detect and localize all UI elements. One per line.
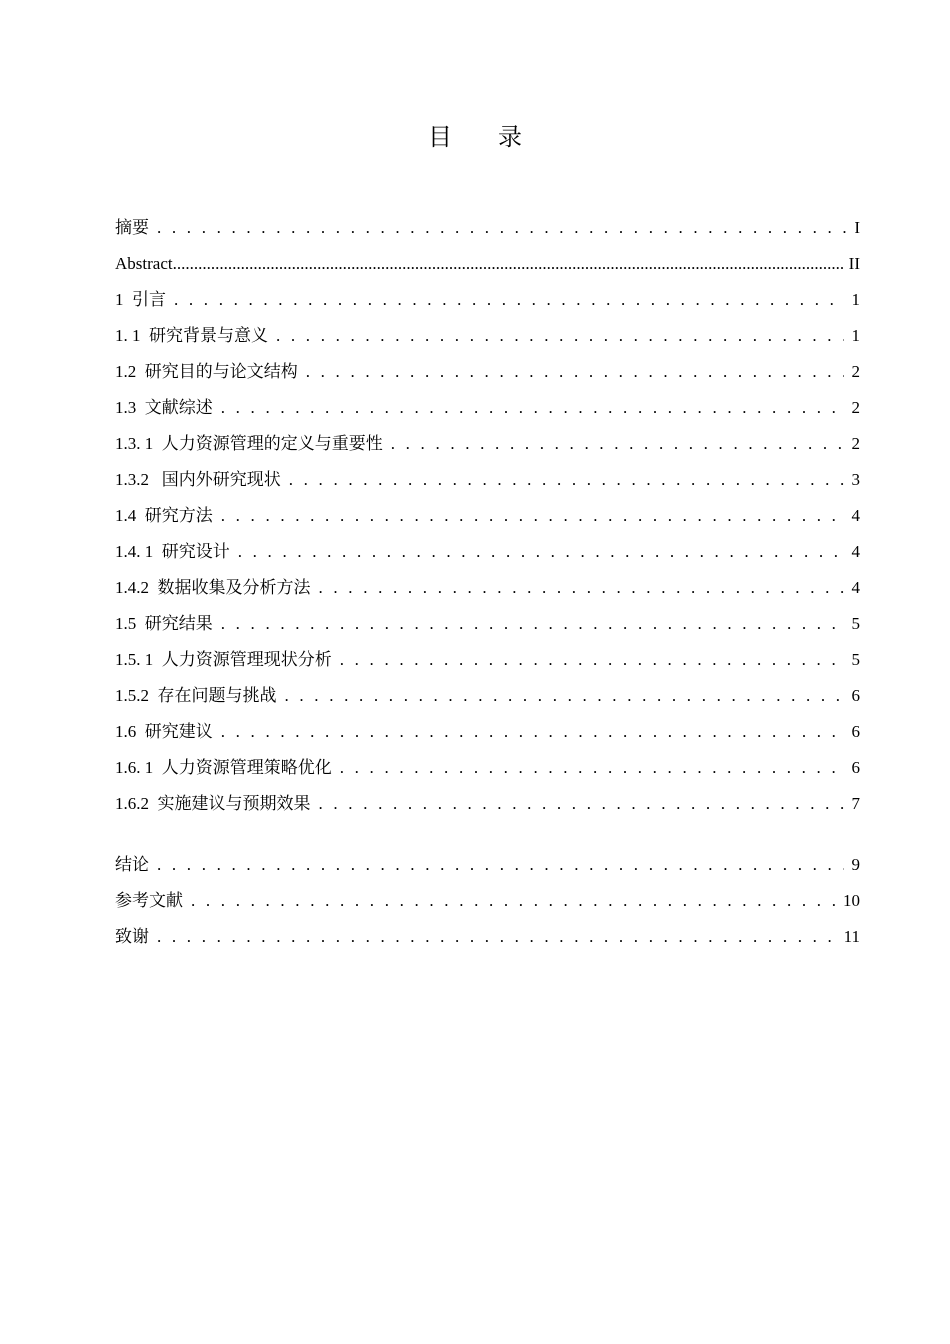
dot-leader: [173, 246, 843, 282]
dot-leader: [221, 390, 844, 426]
toc-entry-label: 1.3. 1 人力资源管理的定义与重要性: [115, 434, 383, 453]
toc-entry-label: 1.3 文献综述: [115, 398, 213, 417]
dot-leader: [221, 714, 844, 750]
toc-entry-page: 6: [851, 758, 860, 777]
dot-leader: [276, 318, 844, 354]
toc-entry-label: 1.6.2 实施建议与预期效果: [115, 794, 311, 813]
toc-entry-label: 参考文献: [115, 891, 183, 910]
dot-leader: [340, 642, 844, 678]
toc-entry-page: 2: [851, 398, 860, 417]
toc-entry-label: 1.5. 1 人力资源管理现状分析: [115, 650, 332, 669]
toc-entry-label: 1.3.2 国内外研究现状: [115, 470, 281, 489]
toc-entry-abstract-en[interactable]: [115, 246, 860, 282]
toc-entry-1-4-1[interactable]: [115, 534, 860, 570]
toc-entry-page: 5: [851, 614, 860, 633]
toc-entry-label: 1.5 研究结果: [115, 614, 213, 633]
dot-leader: [174, 282, 844, 318]
dot-leader: [157, 847, 844, 883]
dot-leader: [221, 606, 844, 642]
dot-leader: [391, 426, 844, 462]
toc-entry-1-5-2[interactable]: [115, 678, 860, 714]
toc-entry-page: 10: [843, 891, 860, 910]
dot-leader: [191, 883, 835, 919]
toc-entry-page: 2: [851, 362, 860, 381]
toc-entry-page: 4: [851, 578, 860, 597]
dot-leader: [289, 462, 844, 498]
section-gap: [115, 822, 860, 847]
toc-entry-page: 4: [851, 542, 860, 561]
toc-entry-page: 6: [851, 722, 860, 741]
dot-leader: [157, 210, 846, 246]
toc-entry-page: 2: [851, 434, 860, 453]
toc-entry-1-4[interactable]: [115, 498, 860, 534]
dot-leader: [319, 570, 844, 606]
toc-entry-label: 1 引言: [115, 290, 166, 309]
toc-entry-label: 1. 1 研究背景与意义: [115, 326, 268, 345]
toc-entry-references[interactable]: [115, 883, 860, 919]
toc-entry-1-2[interactable]: [115, 354, 860, 390]
toc-entry-page: 4: [851, 506, 860, 525]
toc-entry-introduction[interactable]: [115, 282, 860, 318]
toc-entry-1-3[interactable]: [115, 390, 860, 426]
toc-entry-label: 1.6. 1 人力资源管理策略优化: [115, 758, 332, 777]
dot-leader: [221, 498, 844, 534]
toc-entry-label: 1.5.2 存在问题与挑战: [115, 686, 277, 705]
dot-leader: [306, 354, 844, 390]
dot-leader: [157, 919, 836, 955]
dot-leader: [238, 534, 844, 570]
dot-leader: [340, 750, 844, 786]
toc-entry-label: 1.4.2 数据收集及分析方法: [115, 578, 311, 597]
table-of-contents: [115, 210, 860, 955]
toc-entry-page: II: [848, 254, 860, 273]
dot-leader: [285, 678, 844, 714]
toc-entry-page: 7: [851, 794, 860, 813]
toc-entry-label: 1.2 研究目的与论文结构: [115, 362, 298, 381]
toc-entry-page: 11: [843, 927, 860, 946]
toc-entry-page: 6: [851, 686, 860, 705]
toc-entry-1-6-1[interactable]: [115, 750, 860, 786]
toc-entry-label: 摘要: [115, 218, 149, 237]
toc-entry-1-4-2[interactable]: [115, 570, 860, 606]
toc-entry-label: 1.4 研究方法: [115, 506, 213, 525]
toc-entry-1-3-2[interactable]: [115, 462, 860, 498]
toc-entry-1-6-2[interactable]: [115, 786, 860, 822]
toc-entry-abstract-cn[interactable]: [115, 210, 860, 246]
toc-entry-label: Abstract: [115, 254, 173, 273]
toc-entry-1-3-1[interactable]: [115, 426, 860, 462]
toc-entry-page: I: [854, 218, 860, 237]
toc-entry-label: 结论: [115, 855, 149, 874]
toc-entry-conclusion[interactable]: [115, 847, 860, 883]
toc-entry-label: 1.4. 1 研究设计: [115, 542, 230, 561]
toc-entry-label: 致谢: [115, 927, 149, 946]
toc-entry-page: 5: [851, 650, 860, 669]
toc-entry-1-1[interactable]: [115, 318, 860, 354]
toc-entry-page: 3: [851, 470, 860, 489]
toc-entry-1-5[interactable]: [115, 606, 860, 642]
toc-entry-1-6[interactable]: [115, 714, 860, 750]
toc-entry-acknowledgements[interactable]: [115, 919, 860, 955]
toc-entry-page: 1: [851, 326, 860, 345]
toc-entry-label: 1.6 研究建议: [115, 722, 213, 741]
toc-entry-page: 9: [851, 855, 860, 874]
toc-entry-1-5-1[interactable]: [115, 642, 860, 678]
page-title: 目 录: [428, 125, 542, 151]
dot-leader: [319, 786, 844, 822]
toc-entry-page: 1: [851, 290, 860, 309]
